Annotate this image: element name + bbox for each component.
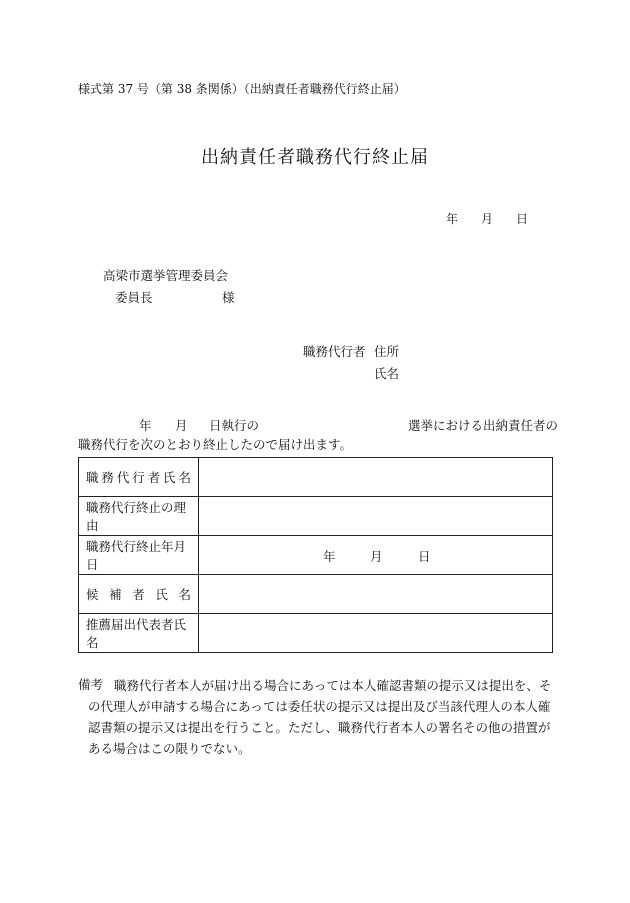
row-label-termination-reason: 職務代行終止の理由 [79, 497, 199, 536]
label-char: 氏 [155, 587, 168, 602]
label-char: 行 [132, 470, 145, 485]
table-row [79, 614, 553, 653]
recipient-title: 委員長 [115, 290, 153, 305]
table-row [79, 536, 553, 575]
row-label-termination-date: 職務代行終止年月日 [79, 536, 199, 575]
end-date-year: 年 [323, 549, 336, 564]
submitter-role-label: 職務代行者 [303, 344, 366, 359]
statement-month: 月 [175, 418, 188, 433]
statement-year: 年 [139, 418, 152, 433]
row-label-deputy-name [79, 458, 199, 497]
label-char: 名 [178, 470, 191, 485]
date-day-label: 日 [516, 212, 529, 226]
label-char: 代 [116, 470, 130, 485]
label-char: 者 [147, 470, 161, 485]
remarks-label: 備考 [78, 677, 104, 692]
statement-line-2: 職務代行を次のとおり終止したので届け出ます。 [78, 437, 353, 452]
statement-election-suffix: 選挙における出納責任者の [408, 418, 559, 433]
form-number: 様式第 37 号（第 38 条関係）（出納責任者職務代行終止届） [78, 82, 406, 96]
page-title: 出納責任者職務代行終止届 [201, 147, 429, 168]
representative-name-field[interactable] [199, 614, 553, 653]
end-date-day: 日 [418, 549, 431, 564]
remarks-text [88, 675, 553, 759]
date-month-label: 月 [481, 212, 494, 226]
recipient-honorific: 様 [222, 290, 235, 305]
statement-day-exec: 日執行の [209, 418, 260, 433]
label-char: 補 [109, 587, 122, 602]
termination-reason-field[interactable] [199, 497, 553, 536]
label-char: 氏 [163, 470, 176, 485]
end-date-month: 月 [370, 549, 383, 564]
address-label: 住所 [374, 344, 400, 359]
table-row [79, 458, 553, 497]
label-char: 候 [86, 587, 99, 602]
table-row [79, 497, 553, 536]
recipient-organization: 高梁市選挙管理委員会 [103, 268, 229, 283]
spaced-label [86, 468, 198, 486]
row-label-representative-name: 推薦届出代表者氏名 [79, 614, 199, 653]
name-label: 氏名 [374, 366, 400, 381]
label-char: 職 [86, 470, 99, 485]
date-group [199, 536, 552, 574]
label-char: 名 [178, 587, 191, 602]
label-char: 務 [101, 470, 114, 485]
table-row [79, 575, 553, 614]
remarks-body-text: 職務代行者本人が届け出る場合にあっては本人確認書類の提示又は提出を、その代理人が申請する場合にあっては委任状の提示又は提出及び当該代理人の本人確認書類の提示又は提出を行うこと。ただし、職務代行者本人の署名その他の措置がある場合はこの限りでない。 [88, 678, 552, 756]
row-label-candidate-name [79, 575, 199, 614]
termination-date-field[interactable] [199, 536, 553, 575]
details-table [78, 457, 553, 653]
candidate-name-field[interactable] [199, 575, 553, 614]
deputy-name-field[interactable] [199, 458, 553, 497]
date-year-label: 年 [446, 212, 459, 226]
spaced-label [86, 585, 198, 603]
label-char: 者 [132, 587, 145, 602]
